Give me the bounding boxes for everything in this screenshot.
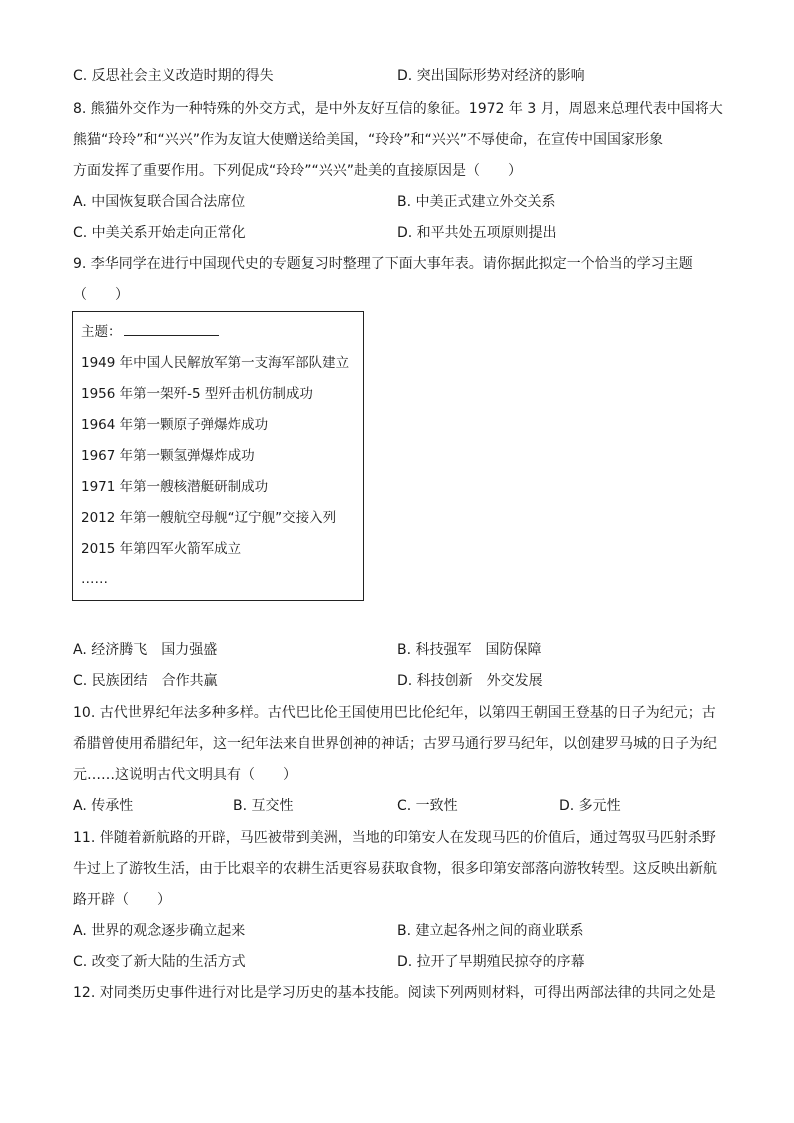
timeline-event: 2015 年第四军火箭军成立 (81, 541, 242, 557)
q11-option-d: D. 拉开了早期殖民掠夺的序幕 (397, 954, 585, 970)
q11-option-c: C. 改变了新大陆的生活方式 (73, 954, 246, 970)
q7-option-c: C. 反思社会主义改造时期的得失 (73, 68, 274, 84)
topic-label: 主题： (81, 324, 122, 340)
q11-option-a: A. 世界的观念逐步确立起来 (73, 923, 246, 939)
timeline-ellipsis: …… (81, 571, 108, 587)
q12-stem-line-1: 12. 对同类历史事件进行对比是学习历史的基本技能。阅读下列两则材料，可得出两部法律的共同之处是 (73, 985, 716, 1001)
q8-option-c: C. 中美关系开始走向正常化 (73, 225, 246, 241)
q9-stem-line-1: 9. 李华同学在进行中国现代史的专题复习时整理了下面大事年表。请你据此拟定一个恰当的学习主题 (73, 256, 693, 272)
q8-stem-line-3: 方面发挥了重要作用。下列促成“玲玲”“兴兴”赴美的直接原因是（ ） (73, 163, 523, 179)
q8-option-b: B. 中美正式建立外交关系 (397, 194, 556, 210)
timeline-event: 1967 年第一颗氢弹爆炸成功 (81, 448, 255, 464)
q9-option-c: C. 民族团结 合作共赢 (73, 673, 218, 689)
q7-option-d: D. 突出国际形势对经济的影响 (397, 68, 585, 84)
q10-stem-line-2: 希腊曾使用希腊纪年，这一纪年法来自世界创神的神话；古罗马通行罗马纪年，以创建罗马城的日子为纪 (73, 736, 717, 752)
q8-option-d: D. 和平共处五项原则提出 (397, 225, 557, 241)
q8-stem-line-2: 熊猫“玲玲”和“兴兴”作为友谊大使赠送给美国，“玲玲”和“兴兴”不辱使命，在宣传中国国家形象 (73, 132, 664, 148)
q9-option-d: D. 科技创新 外交发展 (397, 673, 543, 689)
q9-option-b: B. 科技强军 国防保障 (397, 642, 542, 658)
q8-option-a: A. 中国恢复联合国合法席位 (73, 194, 246, 210)
q9-stem-line-2: （ ） (73, 287, 129, 303)
q10-option-c: C. 一致性 (397, 798, 458, 814)
q8-stem-line-1: 8. 熊猫外交作为一种特殊的外交方式，是中外友好互信的象征。1972 年 3 月，周恩来总理代表中国将大 (73, 101, 723, 117)
q10-option-a: A. 传承性 (73, 798, 134, 814)
topic-blank (124, 323, 219, 336)
q11-option-b: B. 建立起各州之间的商业联系 (397, 923, 584, 939)
q11-stem-line-3: 路开辟（ ） (73, 892, 171, 908)
timeline-event: 1949 年中国人民解放军第一支海军部队建立 (81, 355, 350, 371)
q11-stem-line-1: 11. 伴随着新航路的开辟，马匹被带到美洲，当地的印第安人在发现马匹的价值后，通过驾驭马匹射杀野 (73, 830, 716, 846)
topic-row (81, 322, 219, 342)
event-timeline-box (72, 311, 364, 601)
timeline-event: 1971 年第一艘核潜艇研制成功 (81, 479, 269, 495)
q10-stem-line-1: 10. 古代世界纪年法多种多样。古代巴比伦王国使用巴比伦纪年，以第四王朝国王登基的日子为纪元；古 (73, 705, 716, 721)
timeline-event: 1956 年第一架歼-5 型歼击机仿制成功 (81, 386, 313, 402)
timeline-event: 1964 年第一颗原子弹爆炸成功 (81, 417, 269, 433)
q10-stem-line-3: 元……这说明古代文明具有（ ） (73, 767, 297, 783)
q10-option-b: B. 互交性 (233, 798, 294, 814)
q11-stem-line-2: 牛过上了游牧生活，由于比艰辛的农耕生活更容易获取食物，很多印第安部落向游牧转型。这反映出新航 (73, 861, 717, 877)
q9-option-a: A. 经济腾飞 国力强盛 (73, 642, 218, 658)
timeline-event: 2012 年第一艘航空母舰“辽宁舰”交接入列 (81, 510, 337, 526)
q10-option-d: D. 多元性 (559, 798, 621, 814)
